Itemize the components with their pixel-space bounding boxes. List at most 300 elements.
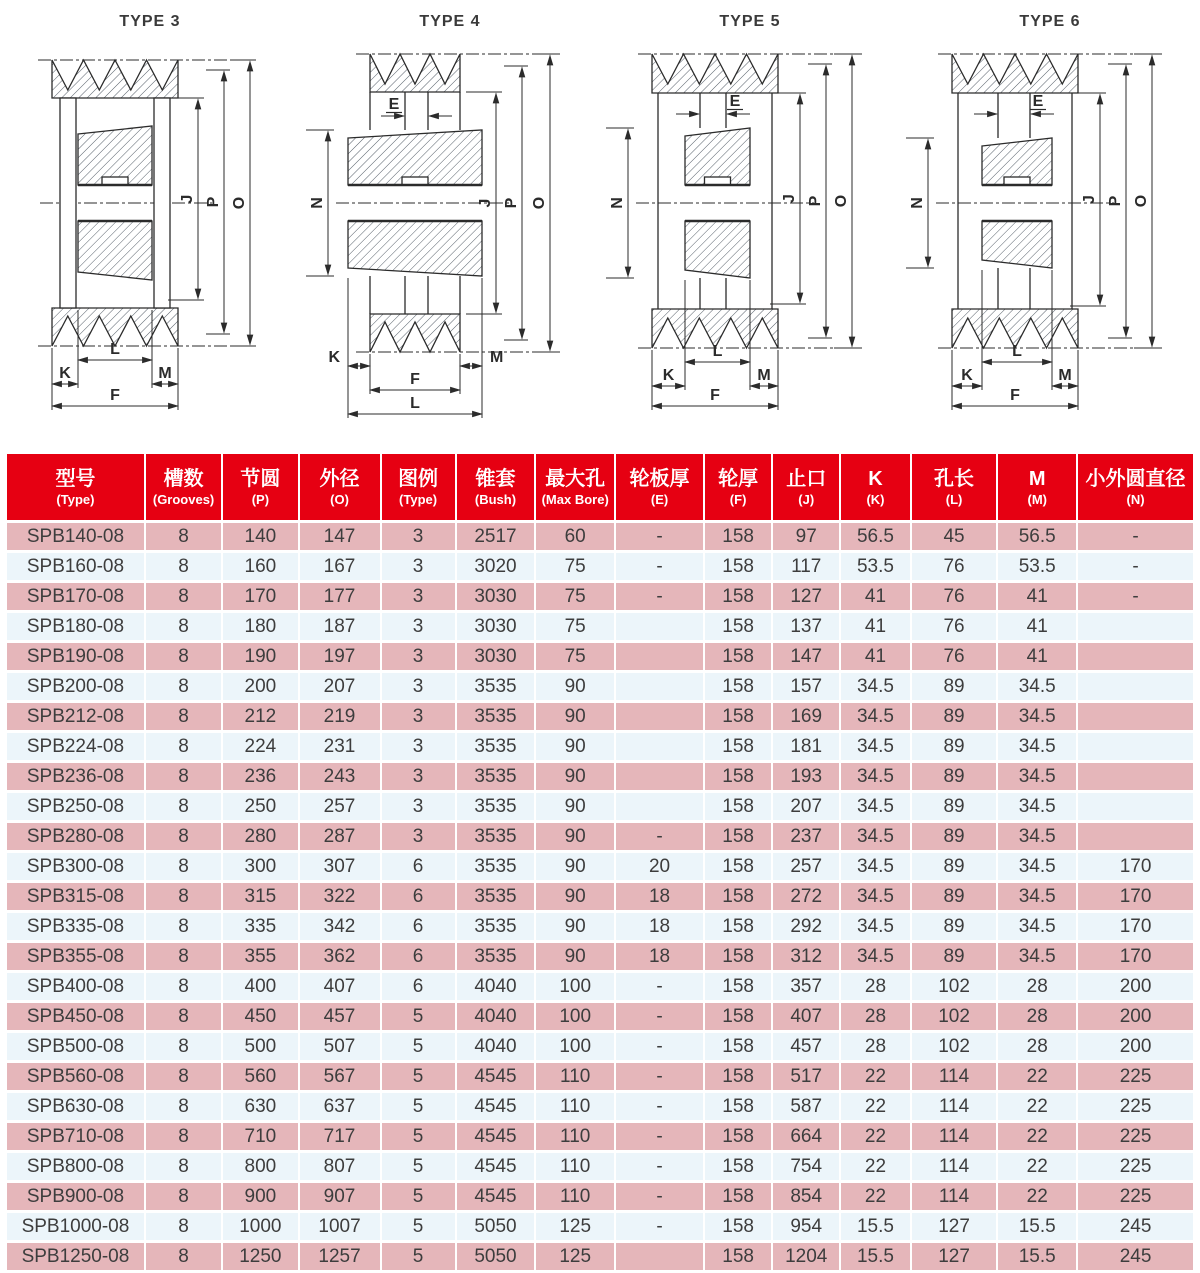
- table-cell: 1257: [300, 1243, 380, 1270]
- table-cell: [1078, 703, 1193, 730]
- table-cell: 45: [912, 523, 997, 550]
- table-cell: 15.5: [841, 1213, 909, 1240]
- table-cell: 190: [223, 643, 297, 670]
- table-cell: 560: [223, 1063, 297, 1090]
- table-cell: 457: [300, 1003, 380, 1030]
- table-cell: SPB250-08: [7, 793, 144, 820]
- table-cell: 28: [841, 1003, 909, 1030]
- table-cell: SPB180-08: [7, 613, 144, 640]
- table-cell: 312: [773, 943, 839, 970]
- table-cell: 100: [536, 973, 614, 1000]
- diagram-title: TYPE 6: [1019, 13, 1081, 30]
- header-cell: [912, 454, 997, 520]
- table-cell: 257: [300, 793, 380, 820]
- table-cell: 34.5: [998, 733, 1076, 760]
- table-cell: 219: [300, 703, 380, 730]
- table-cell: 169: [773, 703, 839, 730]
- table-cell: 8: [146, 793, 221, 820]
- table-cell: 34.5: [998, 763, 1076, 790]
- table-cell: 807: [300, 1153, 380, 1180]
- table-cell: 4545: [457, 1123, 535, 1150]
- table-cell: 100: [536, 1003, 614, 1030]
- table-cell: 97: [773, 523, 839, 550]
- table-cell: 34.5: [998, 793, 1076, 820]
- table-cell: 231: [300, 733, 380, 760]
- table-cell: 3020: [457, 553, 535, 580]
- table-cell: [1078, 793, 1193, 820]
- table-cell: 407: [300, 973, 380, 1000]
- table-cell: 4545: [457, 1153, 535, 1180]
- table-cell: 127: [912, 1213, 997, 1240]
- table-cell: SPB450-08: [7, 1003, 144, 1030]
- table-cell: SPB1000-08: [7, 1213, 144, 1240]
- table-cell: 8: [146, 523, 221, 550]
- table-cell: 90: [536, 763, 614, 790]
- table-cell: 8: [146, 703, 221, 730]
- table-cell: 89: [912, 943, 997, 970]
- table-cell: 5: [382, 1063, 455, 1090]
- table-cell: 450: [223, 1003, 297, 1030]
- header-cell: [300, 454, 380, 520]
- header-label-en: (E): [650, 492, 669, 507]
- table-cell: 8: [146, 1123, 221, 1150]
- pulley-drawing-type-3: [0, 42, 300, 446]
- table-cell: 3: [382, 523, 455, 550]
- table-cell: 717: [300, 1123, 380, 1150]
- header-cell: [146, 454, 221, 520]
- table-row: [7, 853, 1193, 880]
- table-cell: 1250: [223, 1243, 297, 1270]
- header-label-en: (Max Bore): [541, 492, 609, 507]
- table-cell: 8: [146, 1033, 221, 1060]
- table-cell: 8: [146, 1243, 221, 1270]
- table-cell: 89: [912, 823, 997, 850]
- table-cell: [616, 613, 703, 640]
- table-cell: 167: [300, 553, 380, 580]
- table-cell: 4040: [457, 1033, 535, 1060]
- header-label-en: (L): [945, 492, 963, 507]
- table-cell: SPB400-08: [7, 973, 144, 1000]
- table-cell: 5: [382, 1153, 455, 1180]
- table-cell: 342: [300, 913, 380, 940]
- table-cell: 41: [841, 583, 909, 610]
- table-cell: 56.5: [841, 523, 909, 550]
- table-cell: 34.5: [841, 733, 909, 760]
- table-row: [7, 943, 1193, 970]
- table-cell: 3535: [457, 763, 535, 790]
- table-cell: 158: [705, 883, 771, 910]
- table-cell: 5: [382, 1243, 455, 1270]
- table-cell: -: [616, 823, 703, 850]
- table-row: [7, 1003, 1193, 1030]
- pulley-drawing-type-5: [600, 42, 900, 446]
- header-label-en: (Grooves): [152, 492, 215, 507]
- table-cell: SPB900-08: [7, 1183, 144, 1210]
- table-cell: 5: [382, 1093, 455, 1120]
- table-cell: 3535: [457, 823, 535, 850]
- table-cell: 236: [223, 763, 297, 790]
- header-label-zh: 止口: [786, 468, 827, 490]
- table-cell: 3: [382, 733, 455, 760]
- table-row: [7, 703, 1193, 730]
- table-cell: 6: [382, 883, 455, 910]
- table-cell: 177: [300, 583, 380, 610]
- table-cell: 22: [998, 1183, 1076, 1210]
- table-row: [7, 883, 1193, 910]
- table-cell: 245: [1078, 1243, 1193, 1270]
- table-cell: 114: [912, 1183, 997, 1210]
- table-cell: 89: [912, 883, 997, 910]
- table-cell: 75: [536, 613, 614, 640]
- table-cell: 147: [773, 643, 839, 670]
- table-cell: 237: [773, 823, 839, 850]
- header-label-zh: 小外圆直径: [1085, 468, 1186, 490]
- table-cell: 18: [616, 913, 703, 940]
- table-cell: 245: [1078, 1213, 1193, 1240]
- dim-label-l: L: [1012, 343, 1022, 360]
- table-cell: 15.5: [998, 1213, 1076, 1240]
- dim-label-m: M: [1058, 367, 1072, 384]
- table-cell: 3: [382, 613, 455, 640]
- table-cell: 8: [146, 613, 221, 640]
- table-cell: 158: [705, 943, 771, 970]
- table-cell: SPB170-08: [7, 583, 144, 610]
- table-cell: 110: [536, 1063, 614, 1090]
- table-cell: 90: [536, 733, 614, 760]
- table-cell: 34.5: [998, 823, 1076, 850]
- pulley-drawing-type-6: [900, 42, 1200, 446]
- table-cell: 22: [841, 1183, 909, 1210]
- table-cell: 8: [146, 853, 221, 880]
- pulley-drawing-type-4: [300, 42, 600, 446]
- table-cell: -: [616, 553, 703, 580]
- table-cell: 5: [382, 1003, 455, 1030]
- dim-label-o: O: [833, 194, 850, 208]
- table-cell: -: [616, 1063, 703, 1090]
- table-cell: 90: [536, 793, 614, 820]
- table-cell: 207: [773, 793, 839, 820]
- table-cell: 60: [536, 523, 614, 550]
- table-cell: 243: [300, 763, 380, 790]
- table-cell: SPB315-08: [7, 883, 144, 910]
- header-cell: [773, 454, 839, 520]
- table-cell: 158: [705, 613, 771, 640]
- dim-label-n: N: [609, 197, 626, 209]
- table-cell: 181: [773, 733, 839, 760]
- table-cell: 200: [223, 673, 297, 700]
- table-cell: 8: [146, 583, 221, 610]
- table-row: [7, 613, 1193, 640]
- table-cell: 322: [300, 883, 380, 910]
- header-label-zh: 最大孔: [545, 468, 606, 490]
- table-cell: 22: [841, 1093, 909, 1120]
- table-cell: 6: [382, 913, 455, 940]
- table-cell: SPB335-08: [7, 913, 144, 940]
- table-cell: 34.5: [998, 883, 1076, 910]
- table-cell: 89: [912, 763, 997, 790]
- header-label-en: (J): [798, 492, 815, 507]
- table-cell: 89: [912, 793, 997, 820]
- table-cell: 90: [536, 703, 614, 730]
- diagram-title: TYPE 5: [719, 13, 781, 30]
- table-cell: 3535: [457, 703, 535, 730]
- diagram-type-6: [900, 0, 1200, 450]
- table-cell: 3: [382, 643, 455, 670]
- table-cell: 357: [773, 973, 839, 1000]
- table-cell: 158: [705, 1153, 771, 1180]
- dim-label-k: K: [328, 349, 340, 366]
- header-label-zh: 外径: [319, 468, 360, 490]
- table-cell: 225: [1078, 1153, 1193, 1180]
- table-cell: SPB355-08: [7, 943, 144, 970]
- table-row: [7, 523, 1193, 550]
- table-cell: -: [1078, 583, 1193, 610]
- table-cell: SPB630-08: [7, 1093, 144, 1120]
- table-cell: 114: [912, 1153, 997, 1180]
- table-cell: 147: [300, 523, 380, 550]
- table-cell: 3535: [457, 733, 535, 760]
- table-cell: 22: [998, 1123, 1076, 1150]
- table-cell: 567: [300, 1063, 380, 1090]
- table-cell: 664: [773, 1123, 839, 1150]
- table-cell: 158: [705, 1093, 771, 1120]
- dim-label-f: F: [710, 387, 720, 404]
- table-cell: 34.5: [841, 703, 909, 730]
- header-label-zh: 槽数: [163, 468, 204, 490]
- table-cell: SPB280-08: [7, 823, 144, 850]
- table-cell: 6: [382, 973, 455, 1000]
- table-cell: 53.5: [998, 553, 1076, 580]
- table-cell: 362: [300, 943, 380, 970]
- table-cell: 4545: [457, 1063, 535, 1090]
- header-label-en: (F): [729, 492, 747, 507]
- table-cell: 28: [841, 973, 909, 1000]
- table-cell: 34.5: [998, 913, 1076, 940]
- dim-label-o: O: [531, 196, 548, 210]
- table-cell: 158: [705, 1243, 771, 1270]
- table-cell: 75: [536, 553, 614, 580]
- table-cell: 800: [223, 1153, 297, 1180]
- table-cell: 193: [773, 763, 839, 790]
- header-label-zh: 孔长: [934, 468, 975, 490]
- table-cell: SPB160-08: [7, 553, 144, 580]
- table-cell: 170: [223, 583, 297, 610]
- table-cell: 125: [536, 1213, 614, 1240]
- diagram-row: [0, 0, 1200, 450]
- table-cell: 8: [146, 1003, 221, 1030]
- table-cell: 158: [705, 1003, 771, 1030]
- table-cell: 41: [841, 643, 909, 670]
- table-cell: 754: [773, 1153, 839, 1180]
- table-cell: 8: [146, 943, 221, 970]
- table-cell: 34.5: [841, 763, 909, 790]
- table-cell: SPB560-08: [7, 1063, 144, 1090]
- table-cell: [616, 703, 703, 730]
- table-cell: 8: [146, 1213, 221, 1240]
- dim-label-f: F: [110, 387, 120, 404]
- table-cell: 75: [536, 643, 614, 670]
- table-cell: 2517: [457, 523, 535, 550]
- table-cell: 5: [382, 1033, 455, 1060]
- table-row: [7, 763, 1193, 790]
- table-row: [7, 973, 1193, 1000]
- table-cell: 158: [705, 583, 771, 610]
- table-cell: 225: [1078, 1063, 1193, 1090]
- table-row: [7, 1213, 1193, 1240]
- table-cell: 250: [223, 793, 297, 820]
- table-cell: 41: [998, 583, 1076, 610]
- header-cell: [616, 454, 703, 520]
- dim-label-k: K: [59, 365, 71, 382]
- table-cell: 34.5: [998, 673, 1076, 700]
- table-cell: 630: [223, 1093, 297, 1120]
- table-cell: 15.5: [998, 1243, 1076, 1270]
- dim-label-n: N: [309, 197, 326, 209]
- table-cell: 3: [382, 553, 455, 580]
- table-cell: 114: [912, 1123, 997, 1150]
- header-cell: [7, 454, 144, 520]
- table-cell: 3535: [457, 883, 535, 910]
- table-cell: 3: [382, 763, 455, 790]
- table-cell: 18: [616, 883, 703, 910]
- table-cell: 20: [616, 853, 703, 880]
- table-cell: SPB800-08: [7, 1153, 144, 1180]
- table-cell: 158: [705, 793, 771, 820]
- dim-label-f: F: [1010, 387, 1020, 404]
- table-cell: 4545: [457, 1093, 535, 1120]
- table-cell: SPB500-08: [7, 1033, 144, 1060]
- header-cell: [457, 454, 535, 520]
- table-cell: 225: [1078, 1123, 1193, 1150]
- header-cell: [382, 454, 455, 520]
- table-cell: 75: [536, 583, 614, 610]
- table-cell: 158: [705, 703, 771, 730]
- table-cell: 3: [382, 583, 455, 610]
- table-row: [7, 1183, 1193, 1210]
- table-cell: 8: [146, 733, 221, 760]
- table-cell: 8: [146, 763, 221, 790]
- table-cell: 5: [382, 1183, 455, 1210]
- dim-label-j: J: [179, 194, 196, 204]
- table-cell: 117: [773, 553, 839, 580]
- table-cell: 187: [300, 613, 380, 640]
- table-cell: SPB212-08: [7, 703, 144, 730]
- table-cell: -: [616, 523, 703, 550]
- table-cell: 170: [1078, 883, 1193, 910]
- dim-label-j: J: [477, 198, 494, 208]
- header-label-en: (M): [1027, 492, 1047, 507]
- header-label-zh: 图例: [398, 468, 439, 490]
- diagram-type-4: [300, 0, 600, 450]
- table-cell: 114: [912, 1063, 997, 1090]
- table-cell: 8: [146, 673, 221, 700]
- table-cell: 102: [912, 973, 997, 1000]
- header-cell: [841, 454, 909, 520]
- table-cell: [1078, 643, 1193, 670]
- table-cell: 140: [223, 523, 297, 550]
- table-cell: 158: [705, 553, 771, 580]
- table-row: [7, 1063, 1193, 1090]
- table-cell: SPB190-08: [7, 643, 144, 670]
- table-cell: 8: [146, 643, 221, 670]
- table-cell: 22: [998, 1153, 1076, 1180]
- table-cell: 100: [536, 1033, 614, 1060]
- header-label-en: (K): [866, 492, 885, 507]
- table-cell: 8: [146, 913, 221, 940]
- table-cell: 110: [536, 1153, 614, 1180]
- table-cell: 102: [912, 1033, 997, 1060]
- dim-label-p: P: [1107, 195, 1124, 207]
- table-cell: 22: [998, 1063, 1076, 1090]
- dim-label-e: E: [388, 96, 400, 113]
- table-cell: 158: [705, 733, 771, 760]
- table-cell: 34.5: [841, 853, 909, 880]
- table-cell: 34.5: [841, 673, 909, 700]
- header-cell: [223, 454, 297, 520]
- table-cell: 4040: [457, 1003, 535, 1030]
- table-cell: 5050: [457, 1213, 535, 1240]
- table-cell: 3: [382, 793, 455, 820]
- table-cell: 3535: [457, 913, 535, 940]
- table-cell: [616, 793, 703, 820]
- dim-label-e: E: [1032, 93, 1044, 110]
- header-label-en: (Bush): [474, 492, 517, 507]
- table-cell: 3535: [457, 673, 535, 700]
- table-cell: 5050: [457, 1243, 535, 1270]
- diagram-type-5: [600, 0, 900, 450]
- table-cell: 1000: [223, 1213, 297, 1240]
- table-cell: -: [616, 1003, 703, 1030]
- table-cell: 76: [912, 583, 997, 610]
- table-cell: 637: [300, 1093, 380, 1120]
- table-cell: 89: [912, 673, 997, 700]
- table-cell: 158: [705, 523, 771, 550]
- table-cell: 22: [841, 1063, 909, 1090]
- table-cell: 34.5: [841, 793, 909, 820]
- table-cell: 3: [382, 823, 455, 850]
- table-cell: -: [616, 973, 703, 1000]
- header-cell: [998, 454, 1076, 520]
- table-cell: -: [616, 1093, 703, 1120]
- table-cell: 158: [705, 973, 771, 1000]
- diagram-title: TYPE 4: [419, 13, 481, 30]
- table-cell: SPB140-08: [7, 523, 144, 550]
- table-cell: 225: [1078, 1183, 1193, 1210]
- table-cell: 307: [300, 853, 380, 880]
- table-cell: 158: [705, 1213, 771, 1240]
- table-cell: 8: [146, 1153, 221, 1180]
- table-cell: [616, 643, 703, 670]
- header-label-en: (Type): [56, 492, 95, 507]
- table-cell: 89: [912, 913, 997, 940]
- table-cell: SPB710-08: [7, 1123, 144, 1150]
- dim-label-o: O: [1133, 194, 1150, 208]
- dim-label-f: F: [410, 371, 420, 388]
- table-cell: 6: [382, 853, 455, 880]
- header-row: [7, 454, 1193, 520]
- table-cell: 587: [773, 1093, 839, 1120]
- table-cell: 4545: [457, 1183, 535, 1210]
- table-cell: 76: [912, 643, 997, 670]
- table-cell: 158: [705, 673, 771, 700]
- dim-label-p: P: [205, 196, 222, 208]
- table-cell: 28: [841, 1033, 909, 1060]
- table-cell: [616, 733, 703, 760]
- table-cell: SPB200-08: [7, 673, 144, 700]
- table-cell: 89: [912, 853, 997, 880]
- table-cell: 15.5: [841, 1243, 909, 1270]
- table-cell: [616, 673, 703, 700]
